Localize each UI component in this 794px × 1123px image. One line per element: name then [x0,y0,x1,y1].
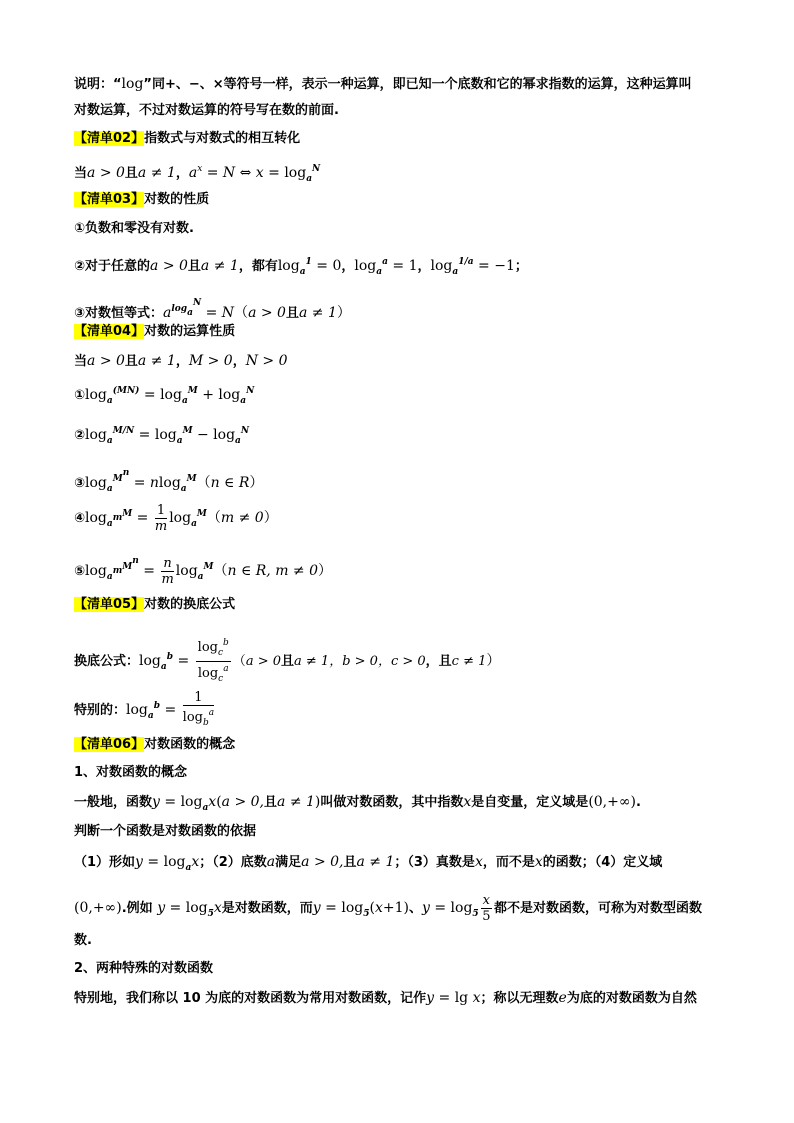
criteria-heading: 判断一个函数是对数函数的依据 [74,824,257,839]
section-04-heading: 【清单04】对数的运算性质 [74,324,236,339]
definition-line: 一般地，函数$y = \log_ax(a > 0$,且a ≠ 1)叫做对数函数，其中指数x是自变量，定义域是(0,+∞). [74,794,641,813]
example-line-end: 数. [74,933,92,948]
property-3: ③对数恒等式：$a^{log_a^N} = N(a > 0$且a ≠ 1） [74,298,351,321]
property-2: ②对于任意的a > 0且a ≠ 1，都有$\log_a^1 = 0$，$\log_a^a = 1$，$\log_a^{1/a} = -1$； [74,257,528,277]
section-03-heading: 【清单03】对数的性质 [74,192,210,207]
section-04-condition: 当a > 0且a ≠ 1，M > 0，N > 0 [74,353,288,369]
section-05-heading: 【清单05】对数的换底公式 [74,597,236,612]
criteria-line: （1）形如$y = \log_ax$；（2）底数a满足a > 0,且a ≠ 1；（3）真数是x，而不是x的函数；（4）定义域 [74,854,663,873]
section-tag: 【清单02】 [74,131,145,146]
intro-line-2: 对数运算，不过对数运算的符号写在数的前面. [74,103,339,118]
heading-1: 1、对数函数的概念 [74,765,188,780]
rule-3: $③\log_a^{M^n} = nlog_a^M(n$ ∈ R） [74,468,264,494]
special-functions-line: 特别地，我们称以 10 为底的对数函数为常用对数函数，记作y = lg x；称以无理数e为底的对数函数为自然 [74,990,697,1006]
section-06-heading: 【清单06】对数函数的概念 [74,737,236,752]
property-1: ①负数和零没有对数. [74,221,194,236]
rule-5: $⑤\log_{a^m}^{M^n}$ = $\frac{n}{m}$ $\log_a^M(n$ ∈ R, m ≠ 0） [74,556,333,587]
example-line: (0,+∞).例如 $y = \log_5x$是对数函数，而$y = \log_5(x+1)$、$y = \log_5$ $\frac{x}{5}$ 都不是对数函数，可称为对数型函数 [74,893,703,924]
rule-1: $①\log_a^{(MN)} = \log_a^M + \log_a^N$ [74,386,255,406]
heading-2: 2、两种特殊的对数函数 [74,961,214,976]
change-of-base-formula: 换底公式：$\log_a^b$ = $\frac{\log_c^b}{\log_c^a}$ （a > 0且a ≠ 1，b > 0，c > 0，且c ≠ 1） [74,638,501,684]
section-02-heading: 【清单02】指数式与对数式的相互转化 [74,131,301,146]
section-02-formula: 当a > 0且a ≠ 1，$a^x = N$ ⇔ $x = \log_a^N$ [74,164,321,184]
intro-line-1: 说明：“log”同+、−、×等符号一样，表示一种运算，即已知一个底数和它的幂求指数的运算，这种运算叫 [74,76,692,92]
special-formula: 特别的：$\log_a^b$ = $\frac{1}{\log_b^a}$ [74,690,215,728]
rule-4: $④\log_{a^m}^M$ = $\frac{1}{m}$ $\log_a^M(m \ne 0)$ [74,503,278,534]
rule-2: $②\log_a^{M/N} = \log_a^M - \log_a^N$ [74,426,250,446]
